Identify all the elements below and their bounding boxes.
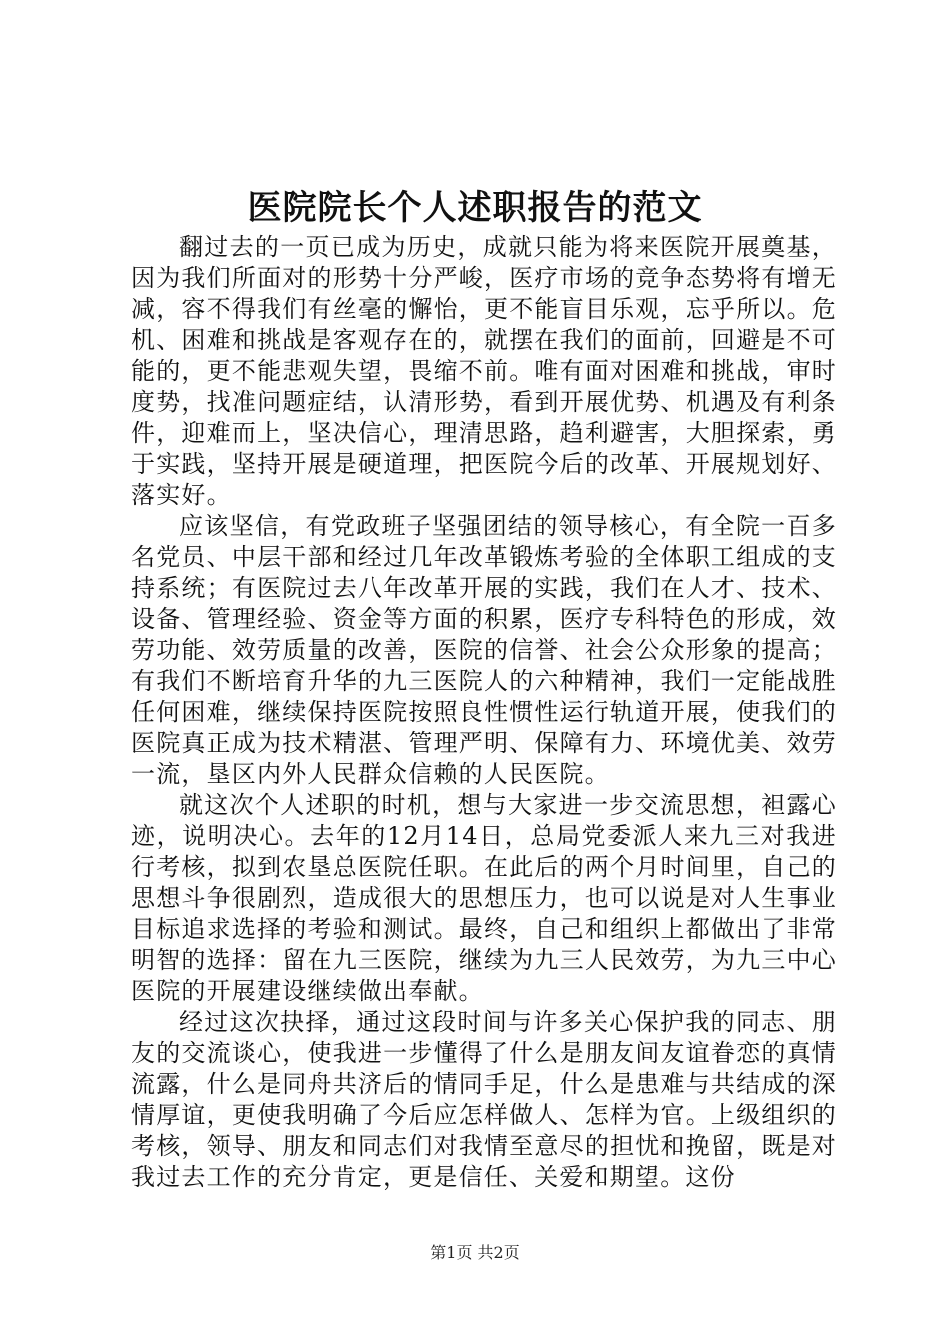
document-body [131, 232, 837, 1193]
paragraph: 经过这次抉择，通过这段时间与许多关心保护我的同志、朋友的交流谈心，使我进一步懂得了什么是朋友间友谊眷恋的真情流露，什么是同舟共济后的情同手足，什么是患难与共结成的深情厚谊，更使我明确了今后应怎样做人、怎样为官。上级组织的考核，领导、朋友和同志们对我情至意尽的担忧和挽留，既是对我过去工作的充分肯定，更是信任、关爱和期望。这份 [131, 1008, 837, 1191]
paragraph: 就这次个人述职的时机，想与大家进一步交流思想，袒露心迹，说明决心。去年的12月14日，总局党委派人来九三对我进行考核，拟到农垦总医院任职。在此后的两个月时间里，自己的思想斗争很剧烈，造成很大的思想压力，也可以说是对人生事业目标追求选择的考验和测试。最终，自己和组织上都做出了非常明智的选择：留在九三医院，继续为九三人民效劳，为九三中心医院的开展建设继续做出奉献。 [131, 791, 837, 1005]
paragraph: 翻过去的一页已成为历史，成就只能为将来医院开展奠基，因为我们所面对的形势十分严峻，医疗市场的竞争态势将有增无减，容不得我们有丝毫的懈怡，更不能盲目乐观，忘乎所以。危机、困难和挑战是客观存在的，就摆在我们的面前，回避是不可能的，更不能悲观失望，畏缩不前。唯有面对困难和挑战，审时度势，找准问题症结，认清形势，看到开展优势、机遇及有利条件，迎难而上，坚决信心，理清思路，趋利避害，大胆探索，勇于实践，坚持开展是硬道理，把医院今后的改革、开展规划好、落实好。 [131, 233, 837, 509]
paragraph: 应该坚信，有党政班子坚强团结的领导核心，有全院一百多名党员、中层干部和经过几年改革锻炼考验的全体职工组成的支持系统；有医院过去八年改革开展的实践，我们在人才、技术、设备、管理经验、资金等方面的积累，医疗专科特色的形成，效劳功能、效劳质量的改善，医院的信誉、社会公众形象的提高；有我们不断培育升华的九三医院人的六种精神，我们一定能战胜任何困难，继续保持医院按照良性惯性运行轨道开展，使我们的医院真正成为技术精湛、管理严明、保障有力、环境优美、效劳一流，垦区内外人民群众信赖的人民医院。 [131, 512, 837, 788]
page-footer: 第1页 共2页 [430, 1243, 520, 1262]
document-title: 医院院长个人述职报告的范文 [247, 188, 703, 228]
